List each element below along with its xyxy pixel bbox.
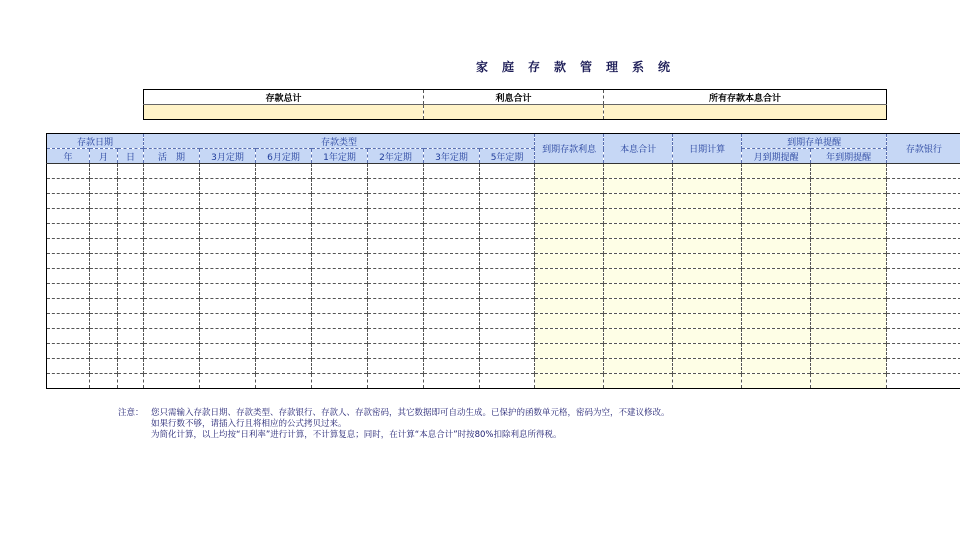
- table-cell[interactable]: [887, 164, 960, 179]
- table-cell[interactable]: [742, 314, 811, 329]
- table-cell[interactable]: [368, 299, 424, 314]
- table-cell[interactable]: [480, 314, 535, 329]
- table-row: [47, 329, 960, 344]
- table-cell[interactable]: [480, 329, 535, 344]
- table-cell[interactable]: [47, 179, 90, 194]
- table-cell[interactable]: [535, 299, 604, 314]
- table-cell[interactable]: [256, 209, 312, 224]
- table-cell[interactable]: [90, 299, 118, 314]
- table-row: [47, 209, 960, 224]
- table-row: [47, 344, 960, 359]
- header-deposit-date: 存款日期: [47, 134, 144, 149]
- table-cell[interactable]: [200, 299, 256, 314]
- table-cell[interactable]: [312, 194, 368, 209]
- summary-cell-grand-total[interactable]: [604, 105, 887, 120]
- table-cell[interactable]: [887, 344, 960, 359]
- table-cell[interactable]: [535, 239, 604, 254]
- table-cell[interactable]: [312, 314, 368, 329]
- table-cell[interactable]: [368, 239, 424, 254]
- table-cell[interactable]: [312, 374, 368, 389]
- table-cell[interactable]: [480, 209, 535, 224]
- table-cell[interactable]: [47, 209, 90, 224]
- table-cell[interactable]: [480, 254, 535, 269]
- table-cell[interactable]: [256, 224, 312, 239]
- table-cell[interactable]: [887, 329, 960, 344]
- table-cell[interactable]: [368, 374, 424, 389]
- table-cell[interactable]: [673, 239, 742, 254]
- table-cell[interactable]: [811, 194, 887, 209]
- table-cell[interactable]: [673, 269, 742, 284]
- notes-label: 注意：: [118, 408, 144, 418]
- table-cell[interactable]: [673, 254, 742, 269]
- table-cell[interactable]: [47, 194, 90, 209]
- table-cell[interactable]: [47, 254, 90, 269]
- table-cell[interactable]: [200, 359, 256, 374]
- header-type-1y: 1年定期: [312, 149, 368, 164]
- header-year-reminder: 年到期提醒: [811, 149, 887, 164]
- table-cell[interactable]: [424, 164, 480, 179]
- table-cell[interactable]: [742, 254, 811, 269]
- table-cell[interactable]: [118, 164, 144, 179]
- table-cell[interactable]: [480, 239, 535, 254]
- table-row: [47, 239, 960, 254]
- table-cell[interactable]: [604, 164, 673, 179]
- header-month: 月: [90, 149, 118, 164]
- table-cell[interactable]: [90, 209, 118, 224]
- table-cell[interactable]: [144, 284, 200, 299]
- table-cell[interactable]: [144, 239, 200, 254]
- table-cell[interactable]: [200, 374, 256, 389]
- table-cell[interactable]: [887, 269, 960, 284]
- table-row: [47, 179, 960, 194]
- table-cell[interactable]: [811, 359, 887, 374]
- table-cell[interactable]: [368, 269, 424, 284]
- table-cell[interactable]: [47, 299, 90, 314]
- table-cell[interactable]: [200, 179, 256, 194]
- table-cell[interactable]: [604, 224, 673, 239]
- table-cell[interactable]: [90, 374, 118, 389]
- table-row: [47, 254, 960, 269]
- table-cell[interactable]: [535, 164, 604, 179]
- note-line-3: 为简化计算，以上均按“日利率”进行计算，不计算复息；同时，在计算“本息合计”时按80%扣除利息所得税。: [151, 430, 562, 440]
- table-cell[interactable]: [312, 329, 368, 344]
- table-cell[interactable]: [535, 179, 604, 194]
- table-cell[interactable]: [742, 329, 811, 344]
- table-cell[interactable]: [47, 239, 90, 254]
- table-cell[interactable]: [368, 329, 424, 344]
- header-day: 日: [118, 149, 144, 164]
- table-cell[interactable]: [673, 194, 742, 209]
- table-row: [47, 194, 960, 209]
- table-cell[interactable]: [424, 374, 480, 389]
- table-row: [47, 164, 960, 179]
- table-cell[interactable]: [480, 359, 535, 374]
- table-cell[interactable]: [811, 284, 887, 299]
- table-cell[interactable]: [256, 254, 312, 269]
- table-cell[interactable]: [424, 194, 480, 209]
- table-cell[interactable]: [368, 314, 424, 329]
- table-cell[interactable]: [90, 254, 118, 269]
- table-cell[interactable]: [480, 344, 535, 359]
- table-cell[interactable]: [424, 179, 480, 194]
- table-cell[interactable]: [256, 344, 312, 359]
- table-cell[interactable]: [47, 359, 90, 374]
- table-cell[interactable]: [887, 254, 960, 269]
- table-row: [47, 269, 960, 284]
- table-cell[interactable]: [424, 209, 480, 224]
- table-cell[interactable]: [887, 284, 960, 299]
- table-cell[interactable]: [887, 209, 960, 224]
- table-cell[interactable]: [144, 164, 200, 179]
- table-cell[interactable]: [811, 209, 887, 224]
- table-cell[interactable]: [811, 239, 887, 254]
- table-cell[interactable]: [118, 329, 144, 344]
- table-cell[interactable]: [256, 299, 312, 314]
- header-type-demand: 活 期: [144, 149, 200, 164]
- summary-cell-interest-total[interactable]: [424, 105, 604, 120]
- header-maturity-reminder: 到期存单提醒: [742, 134, 887, 149]
- note-line-2: 如果行数不够，请插入行且将相应的公式拷贝过来。: [151, 419, 347, 429]
- table-cell[interactable]: [144, 224, 200, 239]
- table-cell[interactable]: [118, 239, 144, 254]
- table-cell[interactable]: [118, 359, 144, 374]
- table-cell[interactable]: [90, 359, 118, 374]
- header-year: 年: [47, 149, 90, 164]
- table-cell[interactable]: [887, 194, 960, 209]
- table-cell[interactable]: [424, 344, 480, 359]
- table-cell[interactable]: [604, 209, 673, 224]
- table-cell[interactable]: [742, 299, 811, 314]
- table-cell[interactable]: [312, 299, 368, 314]
- header-month-reminder: 月到期提醒: [742, 149, 811, 164]
- table-cell[interactable]: [742, 344, 811, 359]
- page-title: 家庭存款管理系统: [475, 60, 684, 74]
- table-cell[interactable]: [200, 329, 256, 344]
- table-cell[interactable]: [118, 284, 144, 299]
- table-cell[interactable]: [424, 254, 480, 269]
- table-cell[interactable]: [742, 209, 811, 224]
- table-cell[interactable]: [604, 239, 673, 254]
- table-cell[interactable]: [200, 194, 256, 209]
- table-cell[interactable]: [144, 374, 200, 389]
- table-cell[interactable]: [90, 239, 118, 254]
- table-cell[interactable]: [118, 344, 144, 359]
- summary-header-deposit-total: 存款总计: [144, 90, 424, 105]
- table-cell[interactable]: [742, 239, 811, 254]
- table-cell[interactable]: [673, 359, 742, 374]
- table-cell[interactable]: [535, 329, 604, 344]
- table-cell[interactable]: [118, 314, 144, 329]
- table-cell[interactable]: [200, 314, 256, 329]
- deposit-table-body: [47, 164, 960, 389]
- table-cell[interactable]: [47, 224, 90, 239]
- table-cell[interactable]: [256, 269, 312, 284]
- table-cell[interactable]: [144, 299, 200, 314]
- table-cell[interactable]: [368, 209, 424, 224]
- table-cell[interactable]: [424, 299, 480, 314]
- header-type-2y: 2年定期: [368, 149, 424, 164]
- table-row: [47, 299, 960, 314]
- table-cell[interactable]: [200, 239, 256, 254]
- table-cell[interactable]: [811, 164, 887, 179]
- table-row: [47, 314, 960, 329]
- table-cell[interactable]: [673, 179, 742, 194]
- table-cell[interactable]: [673, 329, 742, 344]
- table-cell[interactable]: [673, 374, 742, 389]
- notes-block: [118, 408, 670, 441]
- table-cell[interactable]: [256, 179, 312, 194]
- table-cell[interactable]: [811, 329, 887, 344]
- table-cell[interactable]: [742, 374, 811, 389]
- table-cell[interactable]: [742, 224, 811, 239]
- table-cell[interactable]: [200, 209, 256, 224]
- table-cell[interactable]: [312, 164, 368, 179]
- table-cell[interactable]: [424, 314, 480, 329]
- table-cell[interactable]: [604, 374, 673, 389]
- table-cell[interactable]: [887, 359, 960, 374]
- table-row: [47, 284, 960, 299]
- table-cell[interactable]: [368, 359, 424, 374]
- table-cell[interactable]: [604, 254, 673, 269]
- table-cell[interactable]: [742, 194, 811, 209]
- table-cell[interactable]: [424, 329, 480, 344]
- header-maturity-interest: 到期存款利息: [535, 134, 604, 164]
- header-deposit-bank: 存款银行: [887, 134, 960, 164]
- table-cell[interactable]: [118, 299, 144, 314]
- table-cell[interactable]: [480, 374, 535, 389]
- table-cell[interactable]: [144, 194, 200, 209]
- table-cell[interactable]: [604, 314, 673, 329]
- table-cell[interactable]: [256, 164, 312, 179]
- table-cell[interactable]: [256, 284, 312, 299]
- table-cell[interactable]: [312, 209, 368, 224]
- table-cell[interactable]: [90, 179, 118, 194]
- table-cell[interactable]: [604, 329, 673, 344]
- header-principal-interest: 本息合计: [604, 134, 673, 164]
- table-cell[interactable]: [604, 194, 673, 209]
- table-cell[interactable]: [90, 284, 118, 299]
- table-cell[interactable]: [90, 194, 118, 209]
- table-cell[interactable]: [200, 344, 256, 359]
- table-cell[interactable]: [144, 209, 200, 224]
- table-cell[interactable]: [742, 359, 811, 374]
- table-cell[interactable]: [312, 224, 368, 239]
- table-cell[interactable]: [535, 194, 604, 209]
- table-cell[interactable]: [604, 269, 673, 284]
- table-cell[interactable]: [118, 269, 144, 284]
- table-cell[interactable]: [200, 254, 256, 269]
- table-row: [47, 359, 960, 374]
- summary-header-interest-total: 利息合计: [424, 90, 604, 105]
- table-cell[interactable]: [368, 179, 424, 194]
- table-cell[interactable]: [535, 269, 604, 284]
- table-cell[interactable]: [200, 164, 256, 179]
- table-cell[interactable]: [144, 269, 200, 284]
- table-cell[interactable]: [811, 224, 887, 239]
- table-cell[interactable]: [144, 359, 200, 374]
- table-cell[interactable]: [90, 329, 118, 344]
- table-cell[interactable]: [673, 314, 742, 329]
- table-cell[interactable]: [535, 224, 604, 239]
- table-cell[interactable]: [312, 284, 368, 299]
- table-cell[interactable]: [535, 209, 604, 224]
- header-type-6m: 6月定期: [256, 149, 312, 164]
- table-cell[interactable]: [312, 254, 368, 269]
- table-cell[interactable]: [144, 344, 200, 359]
- table-cell[interactable]: [887, 239, 960, 254]
- header-date-calc: 日期计算: [673, 134, 742, 164]
- table-cell[interactable]: [604, 284, 673, 299]
- table-cell[interactable]: [90, 164, 118, 179]
- table-cell[interactable]: [47, 164, 90, 179]
- table-cell[interactable]: [144, 314, 200, 329]
- table-cell[interactable]: [118, 224, 144, 239]
- table-cell[interactable]: [47, 374, 90, 389]
- table-cell[interactable]: [144, 329, 200, 344]
- table-cell[interactable]: [312, 344, 368, 359]
- table-cell[interactable]: [673, 284, 742, 299]
- table-cell[interactable]: [673, 224, 742, 239]
- table-cell[interactable]: [811, 299, 887, 314]
- table-cell[interactable]: [312, 359, 368, 374]
- table-cell[interactable]: [424, 239, 480, 254]
- table-cell[interactable]: [887, 314, 960, 329]
- table-cell[interactable]: [256, 314, 312, 329]
- table-cell[interactable]: [742, 269, 811, 284]
- table-cell[interactable]: [256, 374, 312, 389]
- table-cell[interactable]: [535, 254, 604, 269]
- table-cell[interactable]: [47, 314, 90, 329]
- table-cell[interactable]: [673, 344, 742, 359]
- note-line-1: 您只需输入存款日期、存款类型、存款银行、存款人、存款密码，其它数据即可自动生成。已保护的函数单元格，密码为空，不建议修改。: [151, 408, 670, 418]
- header-type-3m: 3月定期: [200, 149, 256, 164]
- table-cell[interactable]: [480, 299, 535, 314]
- table-cell[interactable]: [118, 179, 144, 194]
- table-cell[interactable]: [811, 269, 887, 284]
- table-cell[interactable]: [811, 314, 887, 329]
- table-cell[interactable]: [312, 179, 368, 194]
- table-cell[interactable]: [368, 164, 424, 179]
- summary-header-grand-total: 所有存款本息合计: [604, 90, 887, 105]
- table-cell[interactable]: [673, 299, 742, 314]
- table-cell[interactable]: [368, 194, 424, 209]
- table-row: [47, 374, 960, 389]
- table-cell[interactable]: [368, 344, 424, 359]
- table-cell[interactable]: [200, 284, 256, 299]
- table-cell[interactable]: [887, 224, 960, 239]
- table-cell[interactable]: [887, 374, 960, 389]
- table-cell[interactable]: [200, 224, 256, 239]
- table-cell[interactable]: [200, 269, 256, 284]
- table-cell[interactable]: [811, 254, 887, 269]
- table-cell[interactable]: [90, 314, 118, 329]
- table-cell[interactable]: [368, 254, 424, 269]
- table-cell[interactable]: [535, 359, 604, 374]
- table-cell[interactable]: [604, 344, 673, 359]
- table-cell[interactable]: [811, 374, 887, 389]
- header-type-5y: 5年定期: [480, 149, 535, 164]
- table-cell[interactable]: [256, 239, 312, 254]
- table-cell[interactable]: [535, 344, 604, 359]
- table-cell[interactable]: [144, 179, 200, 194]
- table-cell[interactable]: [480, 224, 535, 239]
- table-cell[interactable]: [673, 164, 742, 179]
- table-cell[interactable]: [118, 374, 144, 389]
- table-cell[interactable]: [118, 194, 144, 209]
- table-cell[interactable]: [887, 179, 960, 194]
- table-cell[interactable]: [480, 269, 535, 284]
- table-cell[interactable]: [742, 284, 811, 299]
- table-cell[interactable]: [256, 194, 312, 209]
- table-cell[interactable]: [90, 224, 118, 239]
- table-cell[interactable]: [480, 194, 535, 209]
- table-row: [47, 224, 960, 239]
- table-cell[interactable]: [811, 344, 887, 359]
- table-cell[interactable]: [535, 314, 604, 329]
- table-cell[interactable]: [604, 299, 673, 314]
- table-cell[interactable]: [424, 359, 480, 374]
- deposit-table: [46, 133, 960, 389]
- table-cell[interactable]: [368, 224, 424, 239]
- table-cell[interactable]: [742, 179, 811, 194]
- header-type-3y: 3年定期: [424, 149, 480, 164]
- table-cell[interactable]: [312, 239, 368, 254]
- table-cell[interactable]: [604, 359, 673, 374]
- table-cell[interactable]: [312, 269, 368, 284]
- table-cell[interactable]: [144, 254, 200, 269]
- table-cell[interactable]: [480, 179, 535, 194]
- table-cell[interactable]: [535, 374, 604, 389]
- table-cell[interactable]: [480, 164, 535, 179]
- table-cell[interactable]: [47, 269, 90, 284]
- table-cell[interactable]: [480, 284, 535, 299]
- table-cell[interactable]: [811, 179, 887, 194]
- header-deposit-type: 存款类型: [144, 134, 535, 149]
- summary-cell-deposit-total[interactable]: [144, 105, 424, 120]
- table-cell[interactable]: [604, 179, 673, 194]
- table-cell[interactable]: [47, 329, 90, 344]
- table-cell[interactable]: [90, 269, 118, 284]
- table-cell[interactable]: [673, 209, 742, 224]
- table-cell[interactable]: [535, 284, 604, 299]
- table-cell[interactable]: [90, 344, 118, 359]
- table-cell[interactable]: [256, 359, 312, 374]
- table-cell[interactable]: [742, 164, 811, 179]
- summary-table: [143, 89, 887, 120]
- table-cell[interactable]: [118, 209, 144, 224]
- table-cell[interactable]: [424, 269, 480, 284]
- table-cell[interactable]: [424, 224, 480, 239]
- table-cell[interactable]: [47, 344, 90, 359]
- table-cell[interactable]: [368, 284, 424, 299]
- table-cell[interactable]: [118, 254, 144, 269]
- table-cell[interactable]: [424, 284, 480, 299]
- table-cell[interactable]: [887, 299, 960, 314]
- table-cell[interactable]: [256, 329, 312, 344]
- table-cell[interactable]: [47, 284, 90, 299]
